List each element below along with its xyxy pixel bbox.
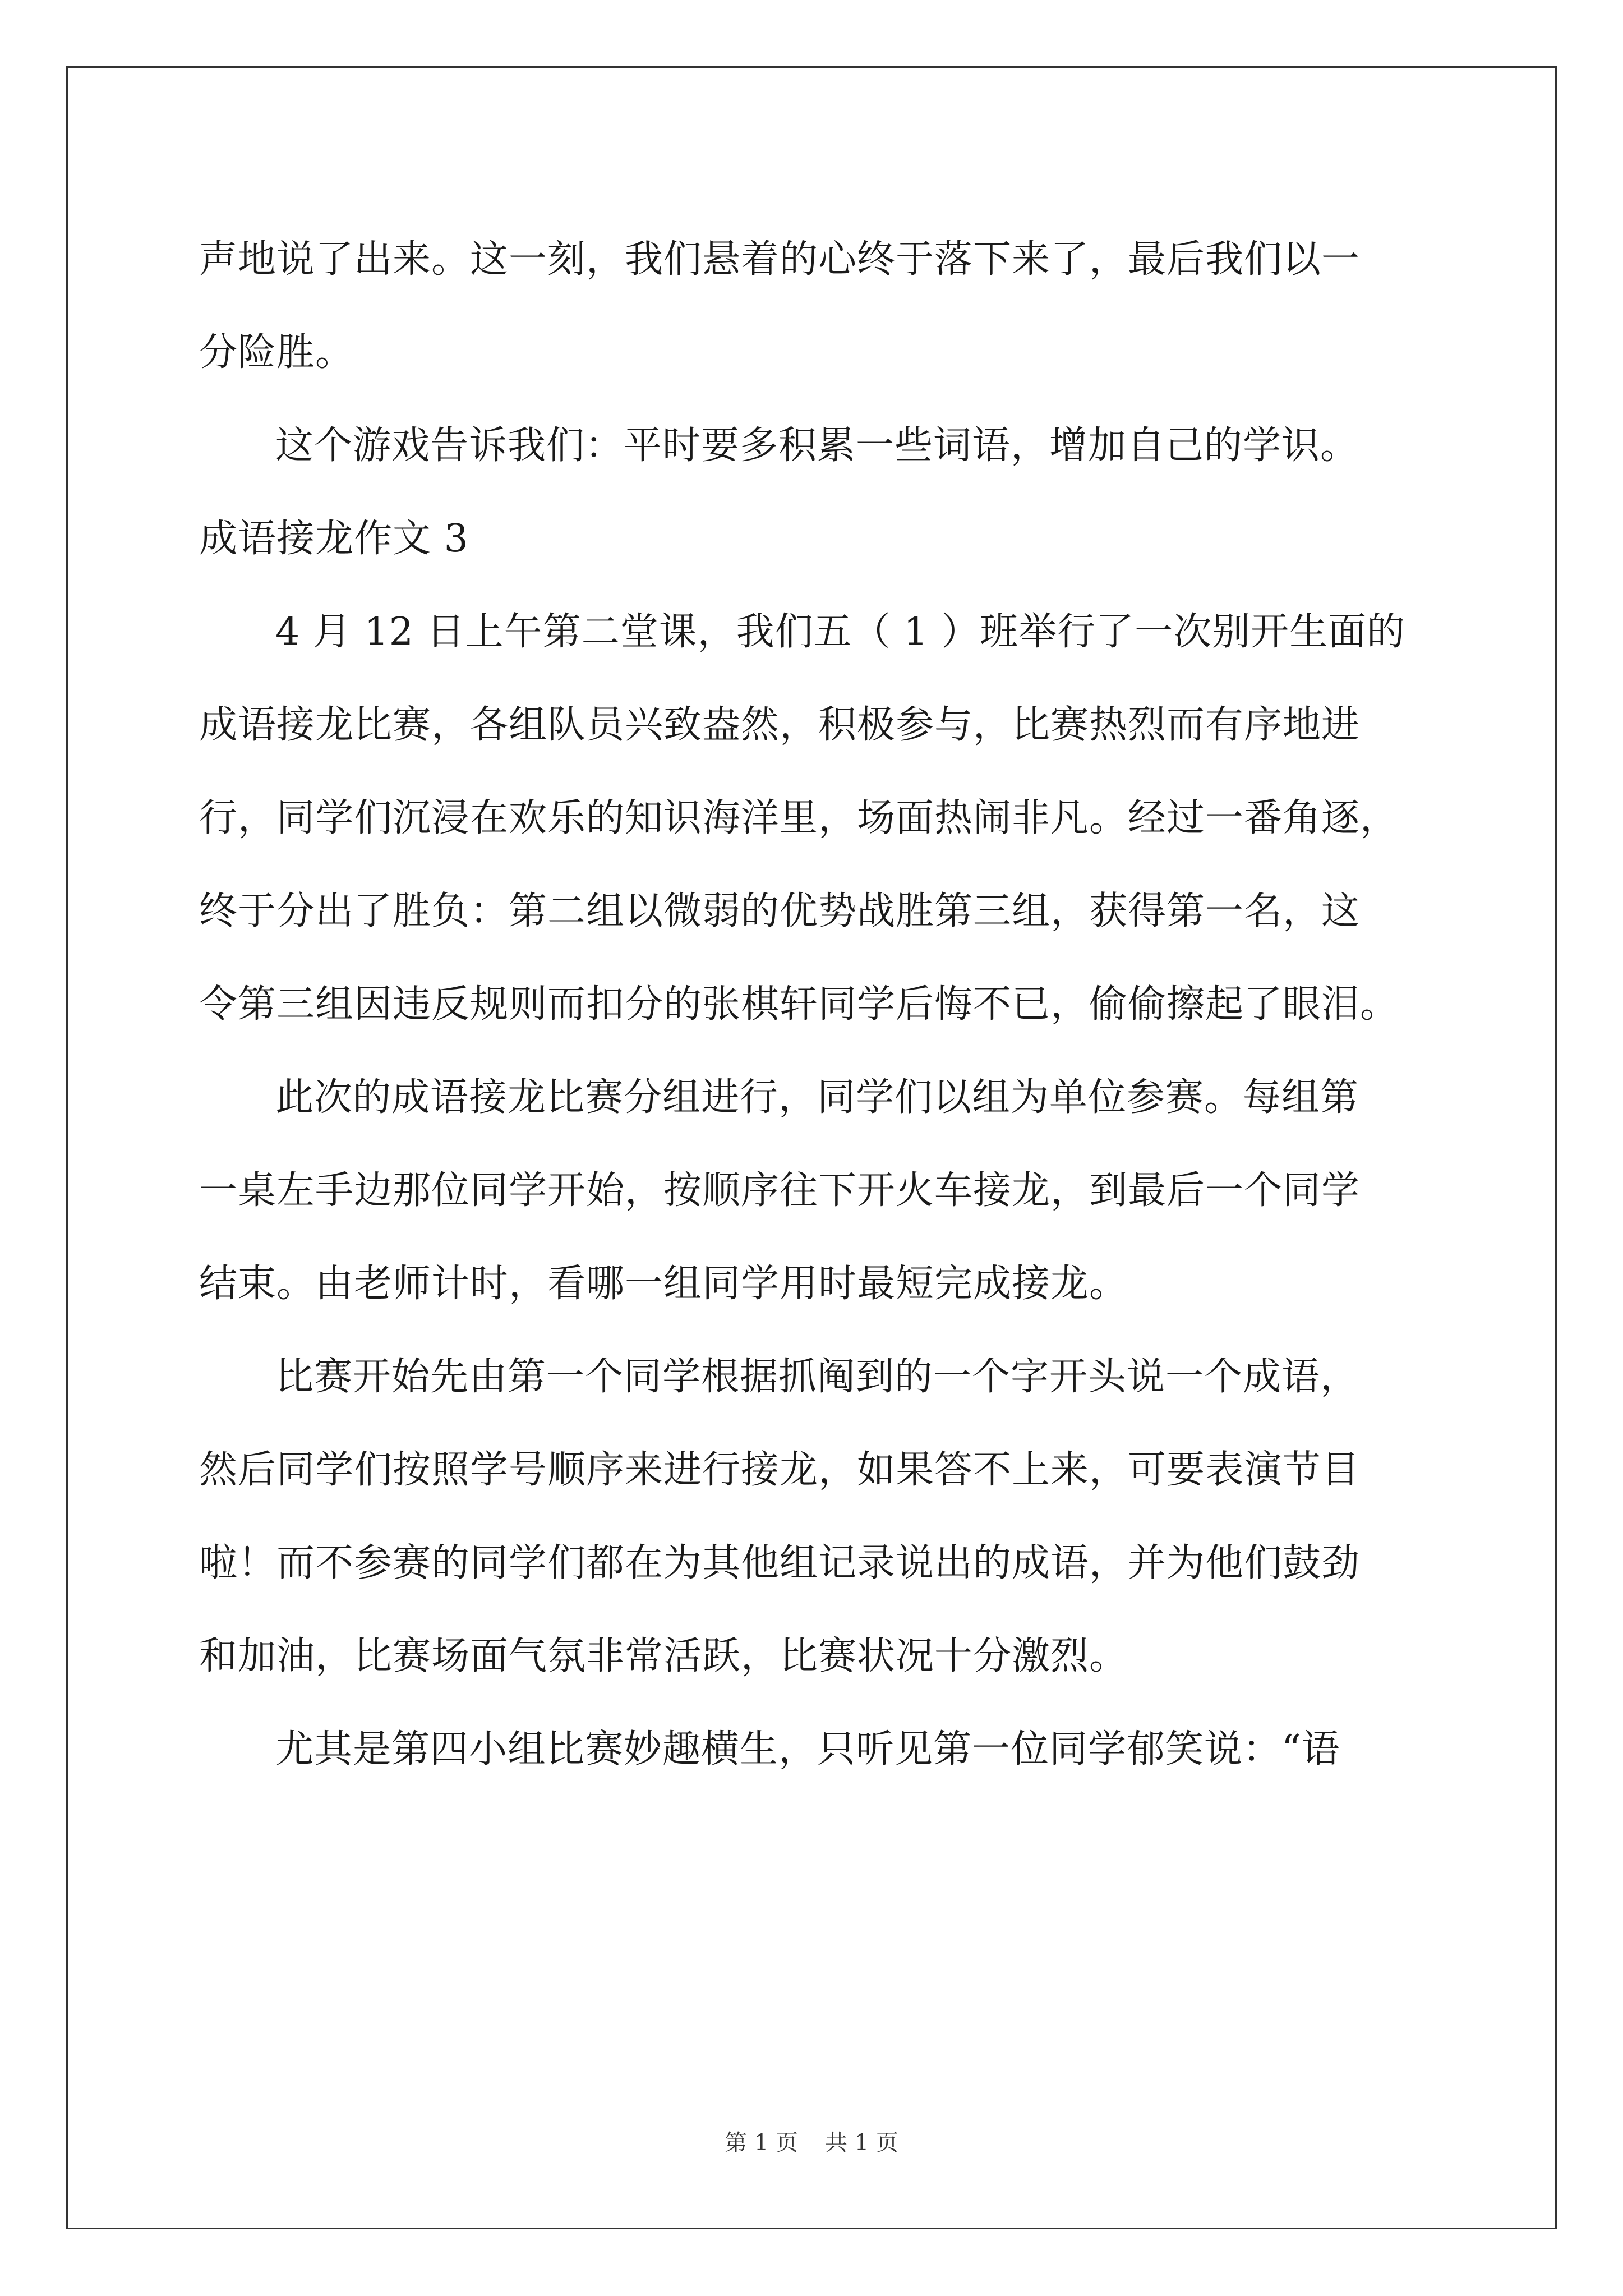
text-line: 行，同学们沉浸在欢乐的知识海洋里，场面热闹非凡。经过一番角逐， [199, 796, 1399, 840]
text-line: 此次的成语接龙比赛分组进行，同学们以组为单位参赛。每组第 [275, 1075, 1359, 1120]
page-footer [0, 2129, 1623, 2157]
text-line: 声地说了出来。这一刻，我们悬着的心终于落下来了，最后我们以一 [199, 237, 1361, 282]
page-number: 第 1 页 [725, 2130, 798, 2156]
text-line: 分险胜。 [199, 330, 354, 375]
text-line: 一桌左手边那位同学开始，按顺序往下开火车接龙，到最后一个同学 [199, 1168, 1361, 1213]
text-line: 啦！而不参赛的同学们都在为其他组记录说出的成语，并为他们鼓劲 [199, 1541, 1361, 1585]
text-line: 结束。由老师计时，看哪一组同学用时最短完成接龙。 [199, 1262, 1128, 1306]
text-line: 成语接龙作文 3 [199, 517, 469, 561]
page-total: 共 1 页 [825, 2130, 898, 2156]
text-line: 终于分出了胜负：第二组以微弱的优势战胜第三组，获得第一名，这 [199, 889, 1361, 933]
text-line: 和加油，比赛场面气氛非常活跃，比赛状况十分激烈。 [199, 1634, 1128, 1678]
text-line: 这个游戏告诉我们：平时要多积累一些词语，增加自己的学识。 [275, 424, 1359, 468]
text-line: 令第三组因违反规则而扣分的张棋轩同学后悔不已，偷偷擦起了眼泪。 [199, 982, 1399, 1027]
text-line: 然后同学们按照学号顺序来进行接龙，如果答不上来，可要表演节目 [199, 1448, 1361, 1492]
text-line: 尤其是第四小组比赛妙趣横生，只听见第一位同学郁笑说：“语 [275, 1727, 1340, 1772]
text-line: 4 月 12 日上午第二堂课，我们五（ 1 ）班举行了一次别开生面的 [275, 610, 1406, 654]
text-line: 比赛开始先由第一个同学根据抓阄到的一个字开头说一个成语， [275, 1355, 1359, 1399]
document-body [199, 213, 1433, 1796]
text-line: 成语接龙比赛，各组队员兴致盎然，积极参与，比赛热烈而有序地进 [199, 703, 1361, 747]
